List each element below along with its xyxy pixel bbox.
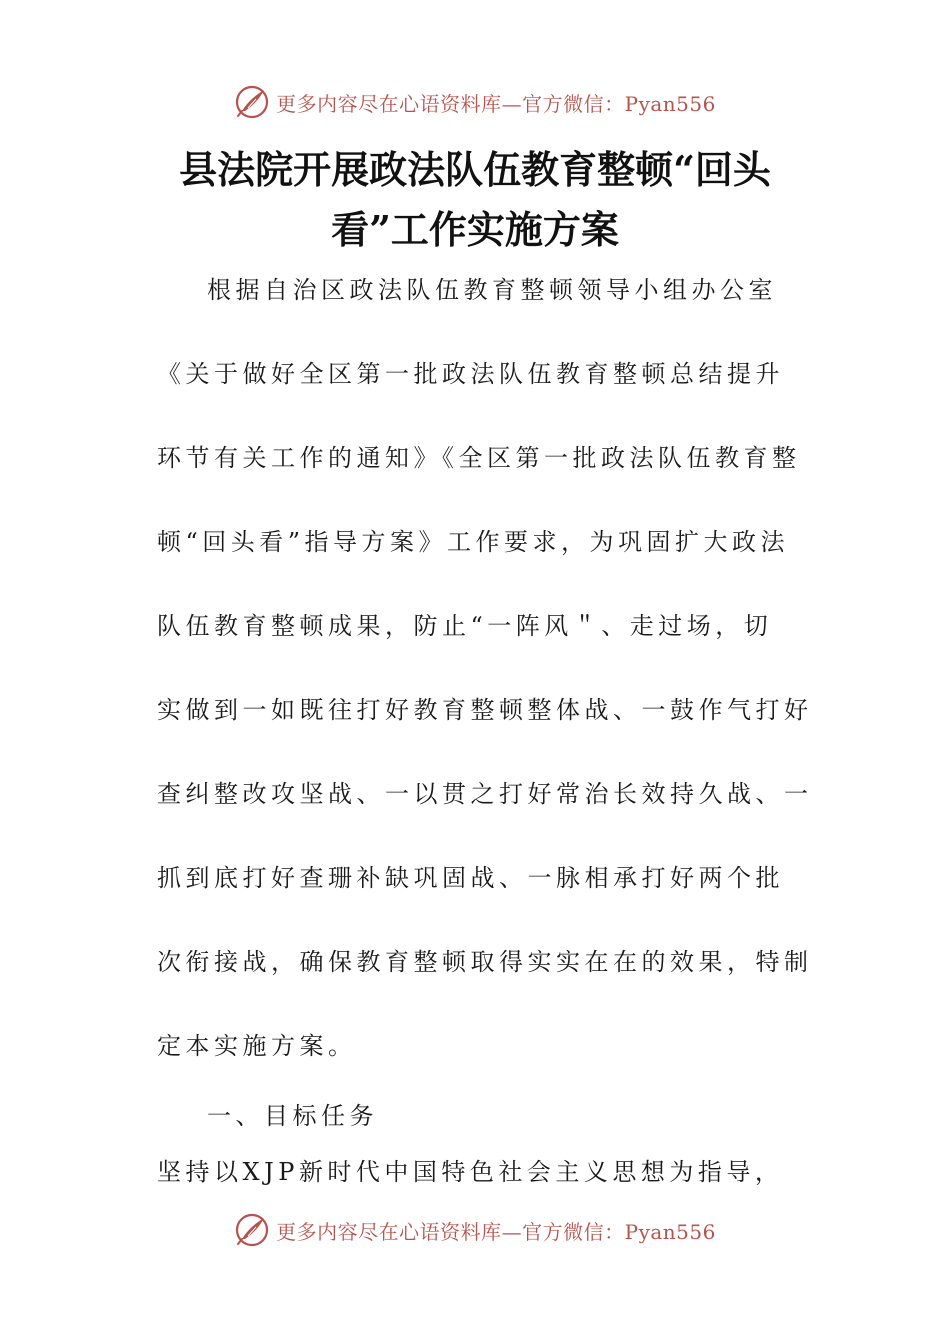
body-line-6: 实做到一如既往打好教育整顿整体战、一鼓作气打好 bbox=[157, 696, 813, 724]
section-text: 坚持以XJP新时代中国特色社会主义思想为指导， bbox=[157, 1158, 784, 1186]
body-line-8: 抓到底打好查珊补缺巩固战、一脉相承打好两个批 bbox=[157, 864, 784, 892]
body-line-9: 次衔接战，确保教育整顿取得实实在在的效果，特制 bbox=[157, 948, 813, 976]
body-line-5: 队伍教育整顿成果，防止“一阵风＂、走过场，切 bbox=[157, 612, 773, 640]
body-line-3: 环节有关工作的通知》《全区第一批政法队伍教育整 bbox=[157, 444, 801, 472]
document-title-line-1: 县法院开展政法队伍教育整顿“回头 bbox=[179, 147, 771, 192]
section-heading: 一、目标任务 bbox=[207, 1102, 378, 1130]
body-line-4: 顿“回头看”指导方案》工作要求，为巩固扩大政法 bbox=[157, 528, 790, 556]
header-watermark-text: 更多内容尽在心语资料库—官方微信：Pyan556 bbox=[276, 91, 716, 116]
header-watermark-banner bbox=[0, 82, 950, 122]
footer-watermark-text: 更多内容尽在心语资料库—官方微信：Pyan556 bbox=[276, 1219, 716, 1244]
document-title bbox=[80, 140, 870, 260]
quill-logo-icon bbox=[234, 1212, 270, 1248]
footer-watermark-banner bbox=[0, 1210, 950, 1250]
document-title-line-2: 看”工作实施方案 bbox=[331, 207, 619, 252]
body-line-1: 根据自治区政法队伍教育整顿领导小组办公室 bbox=[207, 276, 777, 304]
quill-logo-icon bbox=[234, 84, 270, 120]
body-line-7: 查纠整改攻坚战、一以贯之打好常治长效持久战、一 bbox=[157, 780, 813, 808]
body-line-10: 定本实施方案。 bbox=[157, 1032, 357, 1060]
body-line-2: 《关于做好全区第一批政法队伍教育整顿总结提升 bbox=[157, 360, 784, 388]
